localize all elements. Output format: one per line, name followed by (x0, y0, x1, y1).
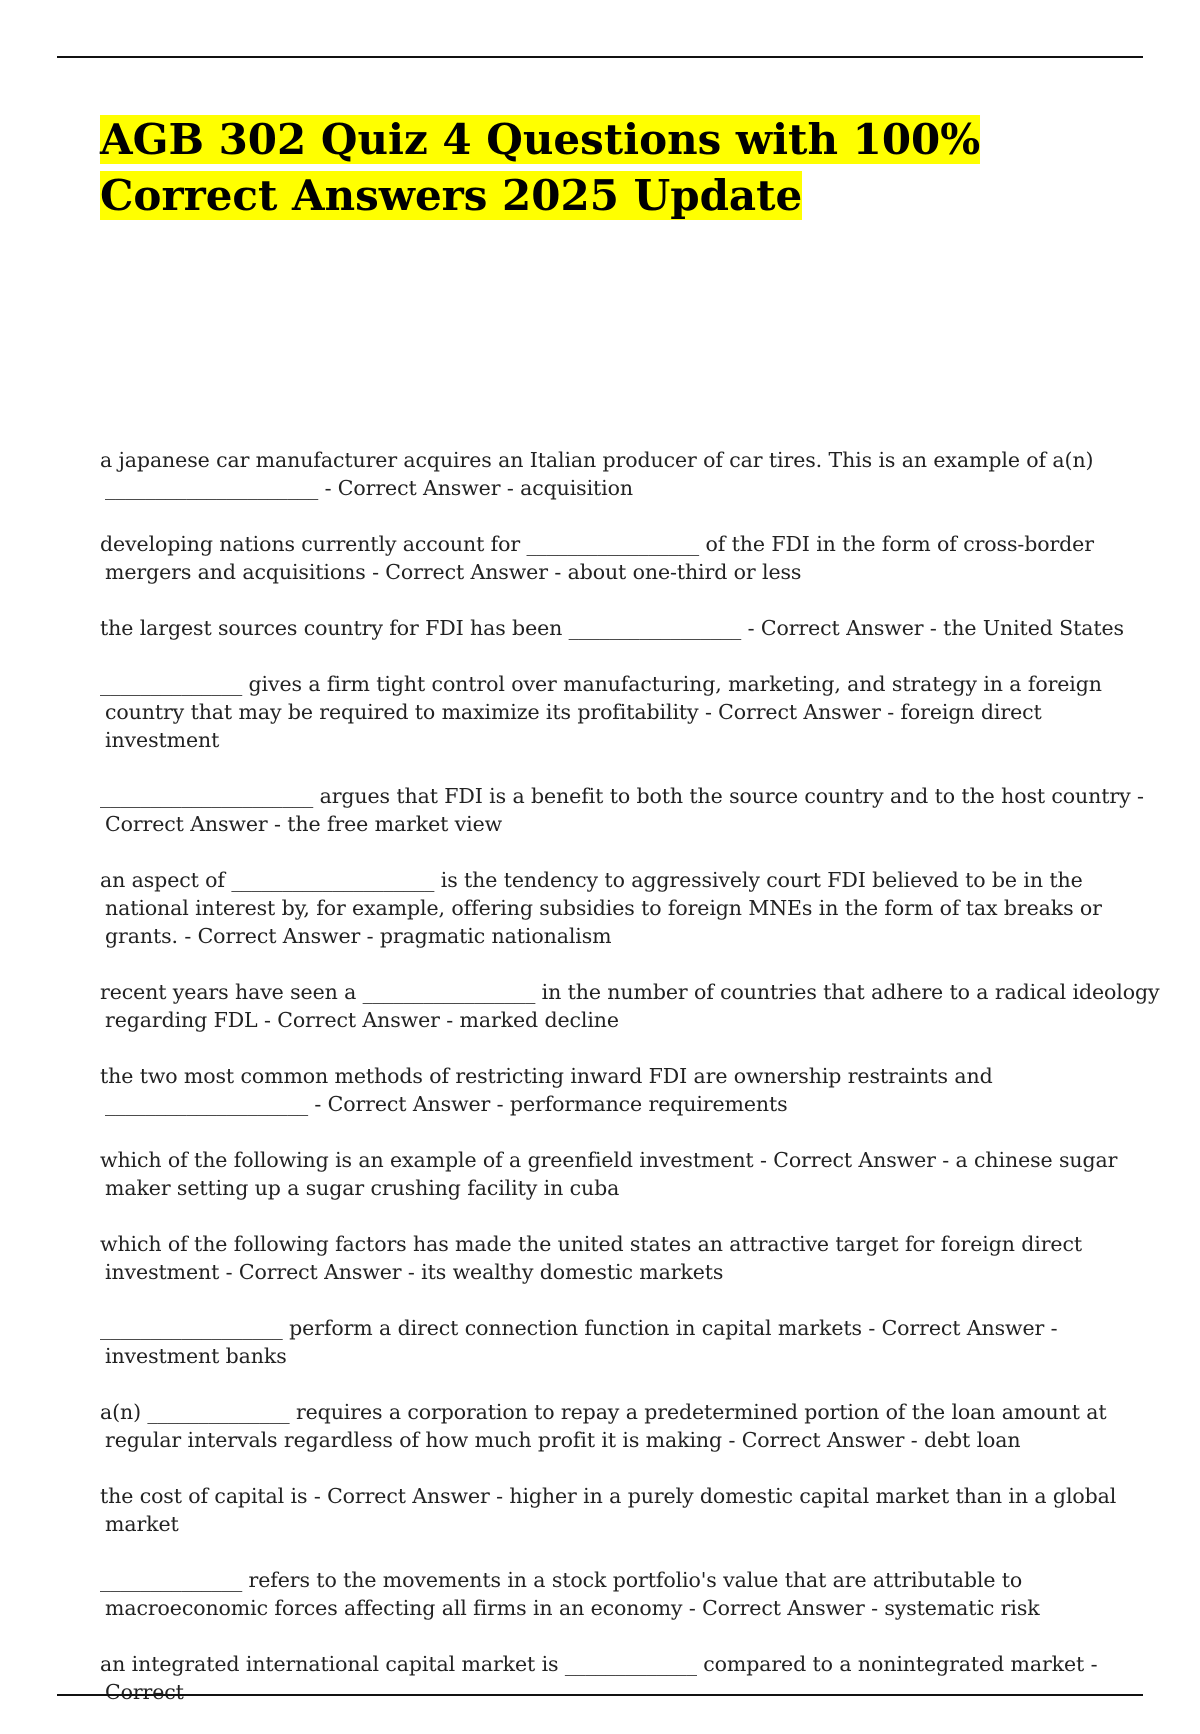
qa-item-9: which of the following is an example of a greenfield investment - Correct Answer - a chinese sugar maker setting up a sugar crushing facility in cuba (100, 1148, 1118, 1200)
document-title-text: AGB 302 Quiz 4 Questions with 100% Correct Answers 2025 Update (100, 115, 981, 220)
qa-item-10: which of the following factors has made the united states an attractive target for foreign direct investment - Correct Answer - its wealthy domestic markets (100, 1232, 1082, 1284)
qa-item-7: recent years have seen a _________________ in the number of countries that adhere to a radical ideology regarding FDL - Correct Answer - marked decline (100, 980, 1160, 1032)
qa-item-13: the cost of capital is - Correct Answer - higher in a purely domestic capital market than in a global market (100, 1484, 1117, 1536)
qa-item-3: the largest sources country for FDI has been _________________ - Correct Answer - the United States (100, 616, 1124, 640)
qa-item-15: an integrated international capital market is _____________ compared to a nonintegrated market - Correct (100, 1652, 1098, 1704)
document-title (100, 112, 1100, 224)
qa-item-5: _____________________ argues that FDI is a benefit to both the source country and to the host country - Correct Answer - the free market view (100, 784, 1144, 836)
qa-item-1: a japanese car manufacturer acquires an Italian producer of car tires. This is an example of a(n) _____________________ - Correct Answer - acquisition (100, 448, 1094, 500)
bottom-rule (57, 1694, 1143, 1696)
qa-item-11: __________________ perform a direct connection function in capital markets - Correct Answer - investment banks (100, 1316, 1058, 1368)
qa-item-8: the two most common methods of restricting inward FDI are ownership restraints and ____________________ - Correct Answer - performance requirements (100, 1064, 993, 1116)
qa-item-12: a(n) ______________ requires a corporation to repay a predetermined portion of the loan amount at regular intervals regardless of how much profit it is making - Correct Answer - debt loan (100, 1400, 1107, 1452)
qa-list (100, 446, 1160, 1734)
top-rule (57, 56, 1143, 58)
qa-item-2: developing nations currently account for _________________ of the FDI in the form of cross-border mergers and acquisitions - Correct Answer - about one-third or less (100, 532, 1094, 584)
qa-item-4: ______________ gives a firm tight control over manufacturing, marketing, and strategy in a foreign country that may be required to maximize its profitability - Correct Answer - foreign direct investment (100, 672, 1102, 752)
qa-item-6: an aspect of ____________________ is the tendency to aggressively court FDI believed to be in the national interest by, for example, offering subsidies to foreign MNEs in the form of tax breaks or grants. - Correct Answer - pragmatic nationalism (100, 868, 1102, 948)
qa-item-14: ______________ refers to the movements in a stock portfolio's value that are attributable to macroeconomic forces affecting all firms in an economy - Correct Answer - systematic risk (100, 1568, 1040, 1620)
